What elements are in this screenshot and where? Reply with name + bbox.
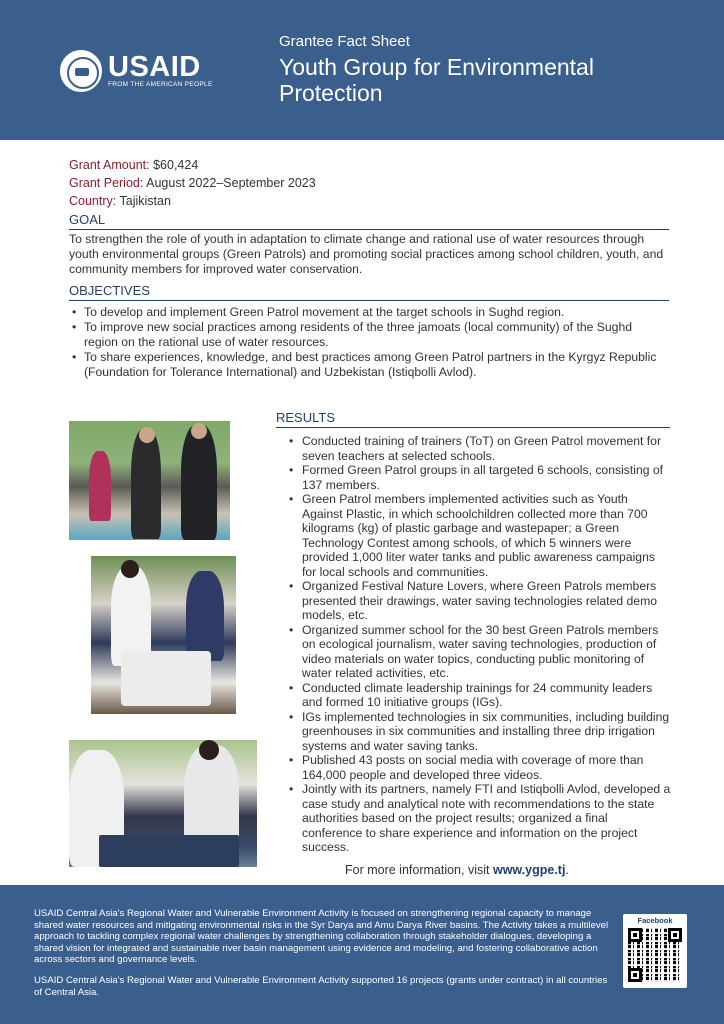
- list-item: • Conducted training of trainers (ToT) on Green Patrol movement for seven teachers at selected schools.: [287, 434, 671, 463]
- objectives-heading: OBJECTIVES: [69, 283, 669, 301]
- country-label: Country:: [69, 194, 117, 208]
- more-info: [345, 863, 569, 877]
- list-item: • To improve new social practices among residents of the three jamoats (local community) of the Sughd region on the rational use of water resources.: [69, 320, 669, 350]
- usaid-logo: [60, 50, 213, 92]
- usaid-seal-icon: [60, 50, 102, 92]
- list-item: • Published 43 posts on social media with coverage of more than 164,000 people and developed three videos.: [287, 753, 671, 782]
- goal-text: To strengthen the role of youth in adaptation to climate change and rational use of water resources through youth environmental groups (Green Patrols) and promoting social practices among school children, youth, and community members for improved water conservation.: [69, 232, 664, 276]
- results-list: [287, 434, 671, 855]
- photo-students-drawing: [91, 556, 236, 714]
- logo-tagline: FROM THE AMERICAN PEOPLE: [108, 81, 213, 88]
- list-item: • To share experiences, knowledge, and best practices among Green Patrol partners in the Kyrgyz Republic (Foundation for Tolerance International) and Uzbekistan (Istiqbolli Avlod).: [69, 350, 669, 380]
- list-item: • Organized Festival Nature Lovers, where Green Patrols members presented their drawings, water saving technologies related demo models, etc.: [287, 579, 671, 623]
- more-info-prefix: For more information, visit: [345, 863, 493, 877]
- list-item: • Conducted climate leadership trainings for 24 community leaders and formed 10 initiative groups (IGs).: [287, 681, 671, 710]
- list-item: • Formed Green Patrol groups in all targeted 6 schools, consisting of 137 members.: [287, 463, 671, 492]
- grant-info: [69, 156, 316, 210]
- footer-description: USAID Central Asia's Regional Water and Vulnerable Environment Activity is focused on strengthening regional capacity to manage shared water resources and mitigating environmental risks in the Syr Darya and Amu Darya River basins. The Activity takes a multilevel approach to tackling complex regional water challenges by strengthening collaboration through stakeholder dialogues, developing a shared vision for integrated and sustainable river basin management using evidence and modeling, and fostering collaborative action across sectors and governance levels.: [34, 908, 609, 965]
- more-info-suffix: .: [565, 863, 569, 877]
- facebook-qr-card[interactable]: [623, 914, 687, 988]
- list-item: • Organized summer school for the 30 best Green Patrols members on ecological journalism, water saving technologies, production of video materials on water topics, conducting public monitoring of water related activities, etc.: [287, 623, 671, 681]
- grant-amount-label: Grant Amount:: [69, 158, 150, 172]
- country-value: Tajikistan: [119, 194, 171, 208]
- website-link[interactable]: www.ygpe.tj: [492, 863, 566, 877]
- list-item: • IGs implemented technologies in six communities, including building greenhouses in six communities and installing three drip irrigation systems and water saving tanks.: [287, 710, 671, 754]
- footer-summary: USAID Central Asia's Regional Water and Vulnerable Environment Activity supported 16 projects (grants under contract) in all countries of Central Asia.: [34, 975, 608, 998]
- qr-label: Facebook: [637, 916, 673, 925]
- results-heading: RESULTS: [276, 410, 670, 428]
- list-item: • To develop and implement Green Patrol movement at the target schools in Sughd region.: [69, 305, 669, 320]
- goal-heading: GOAL: [69, 212, 669, 230]
- grant-amount-value: $60,424: [153, 158, 199, 172]
- logo-name: USAID: [108, 51, 201, 83]
- document-type: Grantee Fact Sheet: [279, 33, 410, 50]
- photo-officials-visit: [69, 421, 230, 540]
- page-title: Youth Group for Environmental Protection: [279, 54, 594, 106]
- list-item: • Green Patrol members implemented activities such as Youth Against Plastic, in which schoolchildren collected more than 700 kilograms (kg) of plastic garbage and wastepaper; a Green Technology Contest among schools, of which 5 winners were provided 1,000 liter water tanks and public awareness campaigns for local schools and communities.: [287, 492, 671, 579]
- grant-period-label: Grant Period:: [69, 176, 144, 190]
- photo-students-experiment: [69, 740, 257, 867]
- grant-period-value: August 2022–September 2023: [146, 176, 316, 190]
- list-item: • Jointly with its partners, namely FTI and Istiqbolli Avlod, developed a case study and analytical note with recommendations to the state authorities based on the project results; organized a final conference to share experience and information on the project success.: [287, 782, 671, 855]
- objectives-list: [69, 305, 669, 380]
